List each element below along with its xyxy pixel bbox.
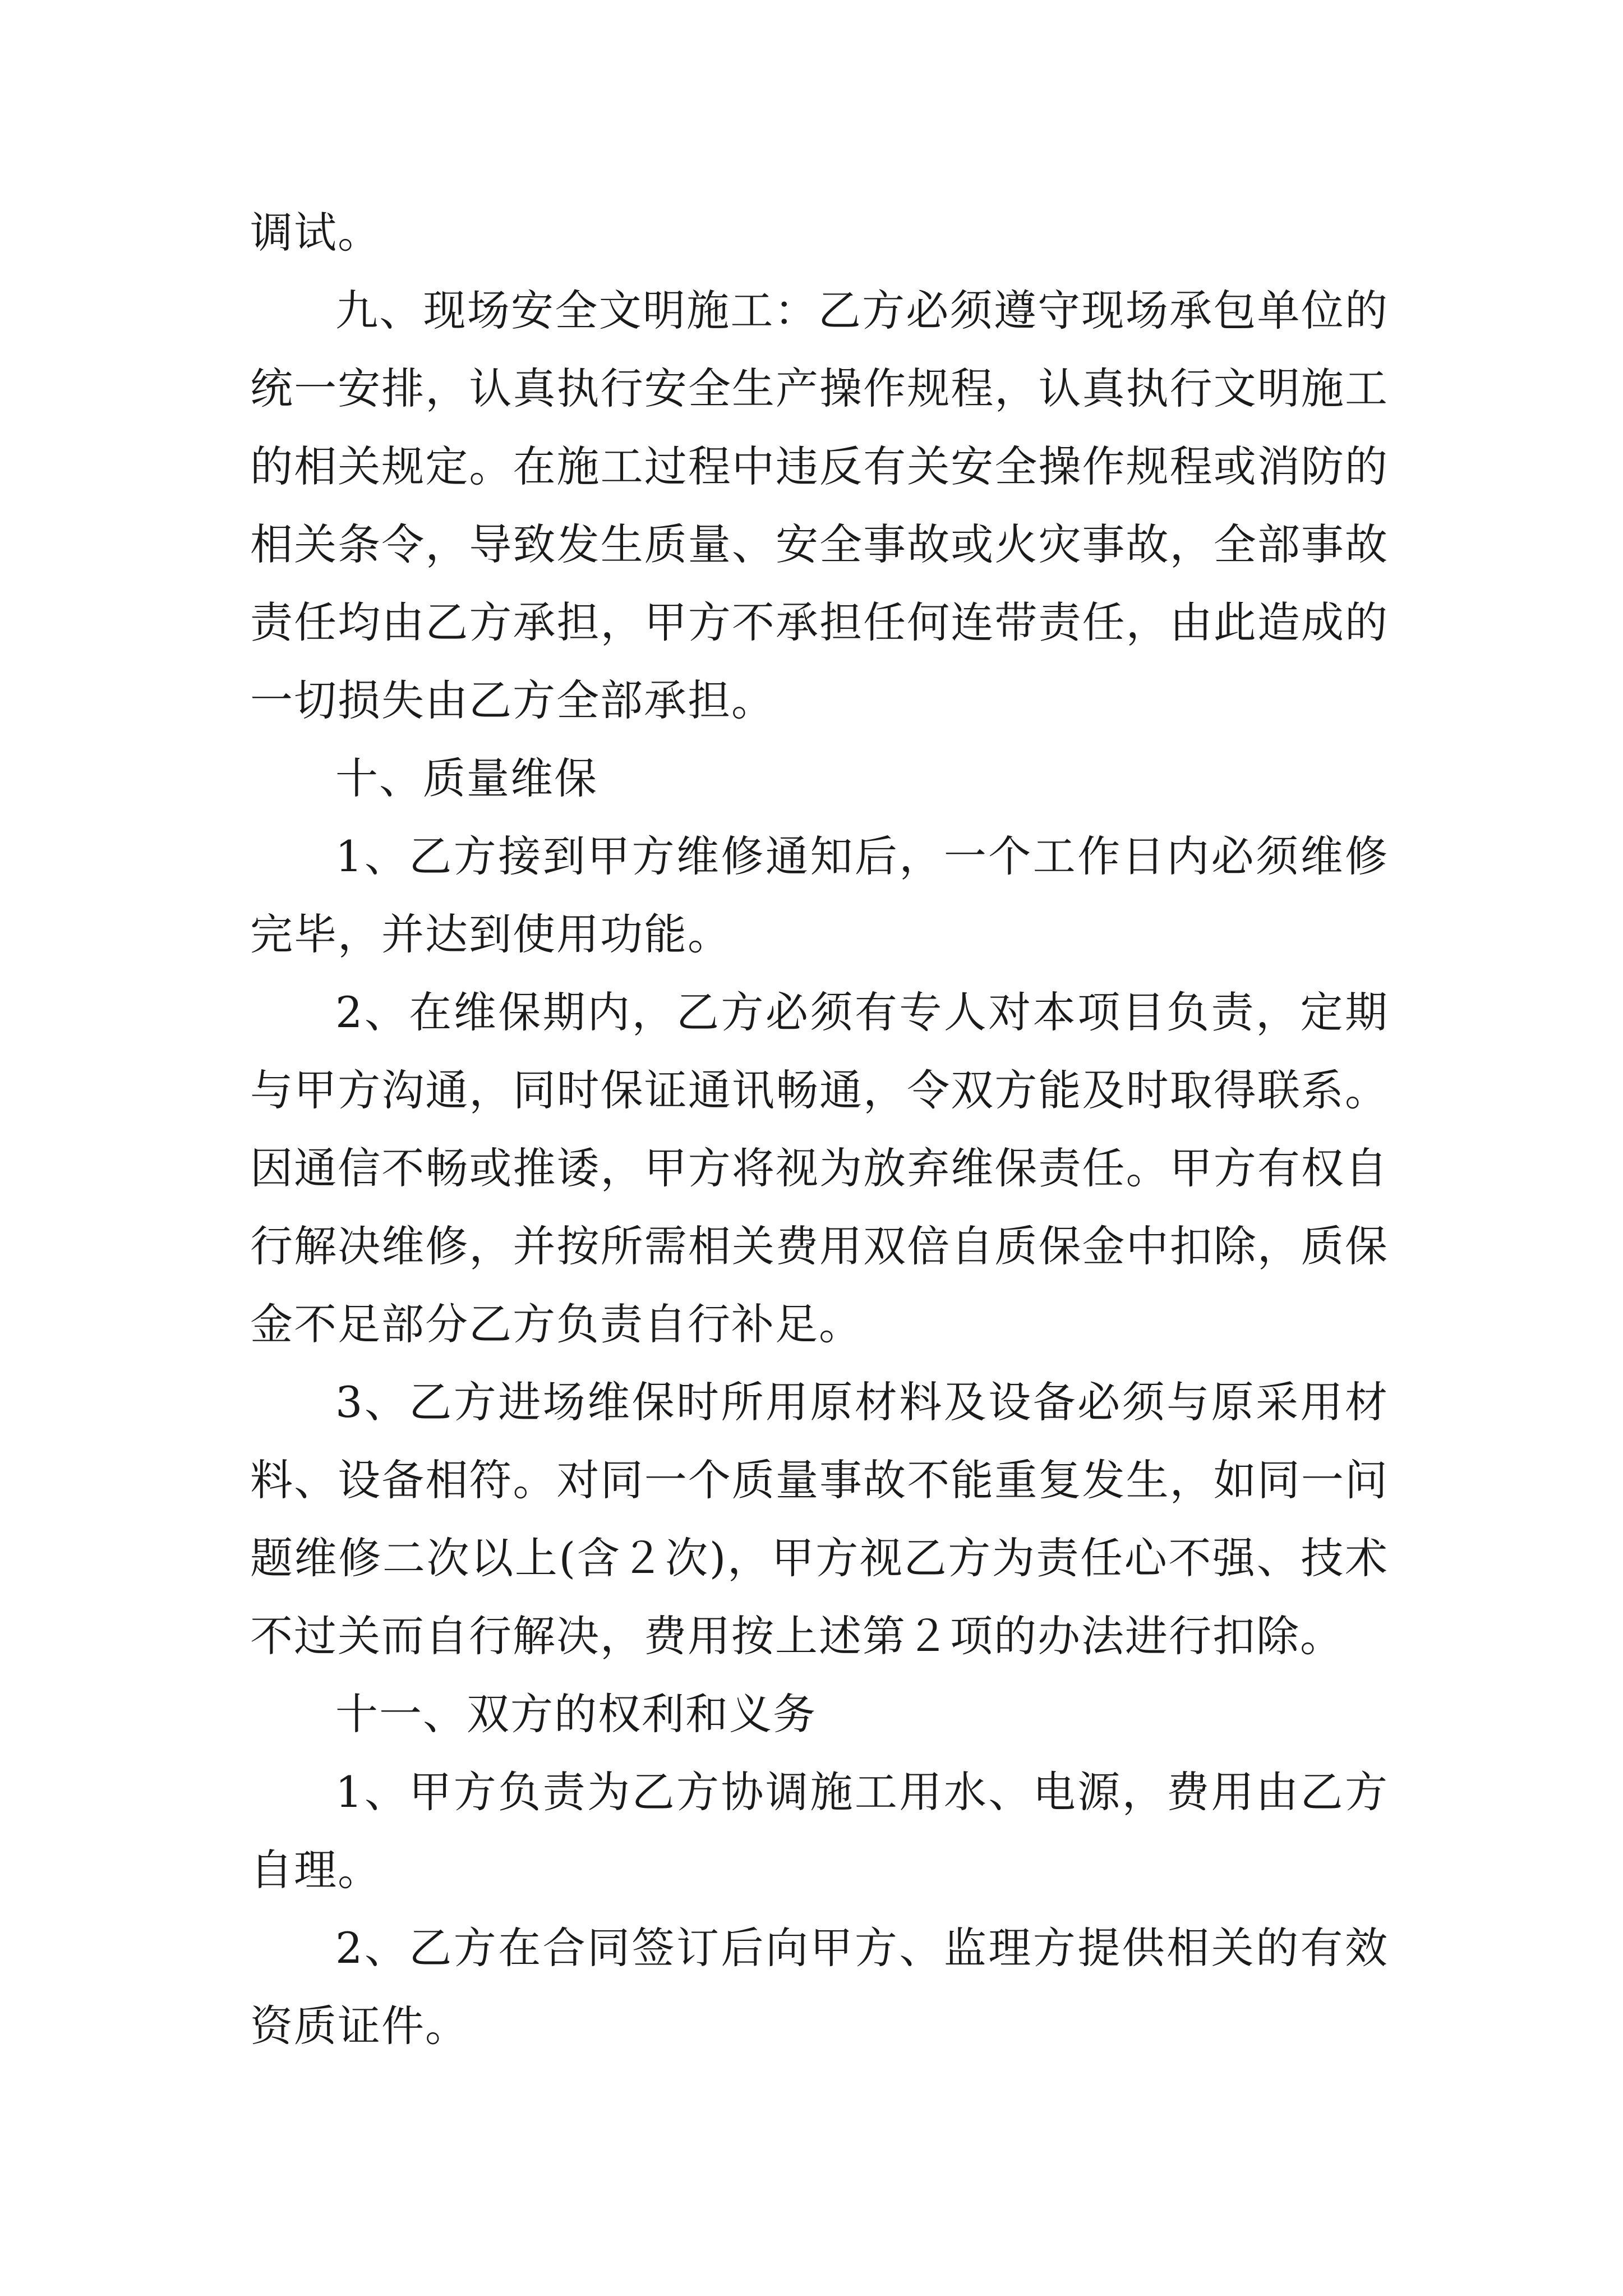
paragraph-ten-item-2: 2、在维保期内，乙方必须有专人对本项目负责，定期与甲方沟通，同时保证通讯畅通，令双方能及时取得联系。因通信不畅或推诿，甲方将视为放弃维保责任。甲方有权自行解决维修，并按所需相关费用双倍自质保金中扣除，质保金不足部分乙方负责自行补足。 xyxy=(250,987,1389,1349)
paragraph-section-nine: 九、现场安全文明施工：乙方必须遵守现场承包单位的统一安排，认真执行安全生产操作规程，认真执行文明施工的相关规定。在施工过程中违反有关安全操作规程或消防的相关条令，导致发生质量、安全事故或火灾事故，全部事故责任均由乙方承担，甲方不承担任何连带责任，由此造成的一切损失由乙方全部承担。 xyxy=(250,286,1389,725)
paragraph-eleven-item-1: 1、甲方负责为乙方协调施工用水、电源，费用由乙方自理。 xyxy=(250,1767,1389,1895)
heading-section-ten: 十、质量维保 xyxy=(335,753,598,803)
document-body xyxy=(250,194,1389,2065)
heading-section-eleven: 十一、双方的权利和义务 xyxy=(335,1689,817,1739)
paragraph-ten-item-1: 1、乙方接到甲方维修通知后，一个工作日内必须维修完毕，并达到使用功能。 xyxy=(250,831,1389,959)
paragraph-ten-item-3: 3、乙方进场维保时所用原材料及设备必须与原采用材料、设备相符。对同一个质量事故不能重复发生，如同一问题维修二次以上(含２次)，甲方视乙方为责任心不强、技术不过关而自行解决，费用按上述第２项的办法进行扣除。 xyxy=(250,1377,1389,1661)
paragraph-continuation: 调试。 xyxy=(250,208,381,257)
paragraph-eleven-item-2: 2、乙方在合同签订后向甲方、监理方提供相关的有效资质证件。 xyxy=(250,1923,1389,2051)
